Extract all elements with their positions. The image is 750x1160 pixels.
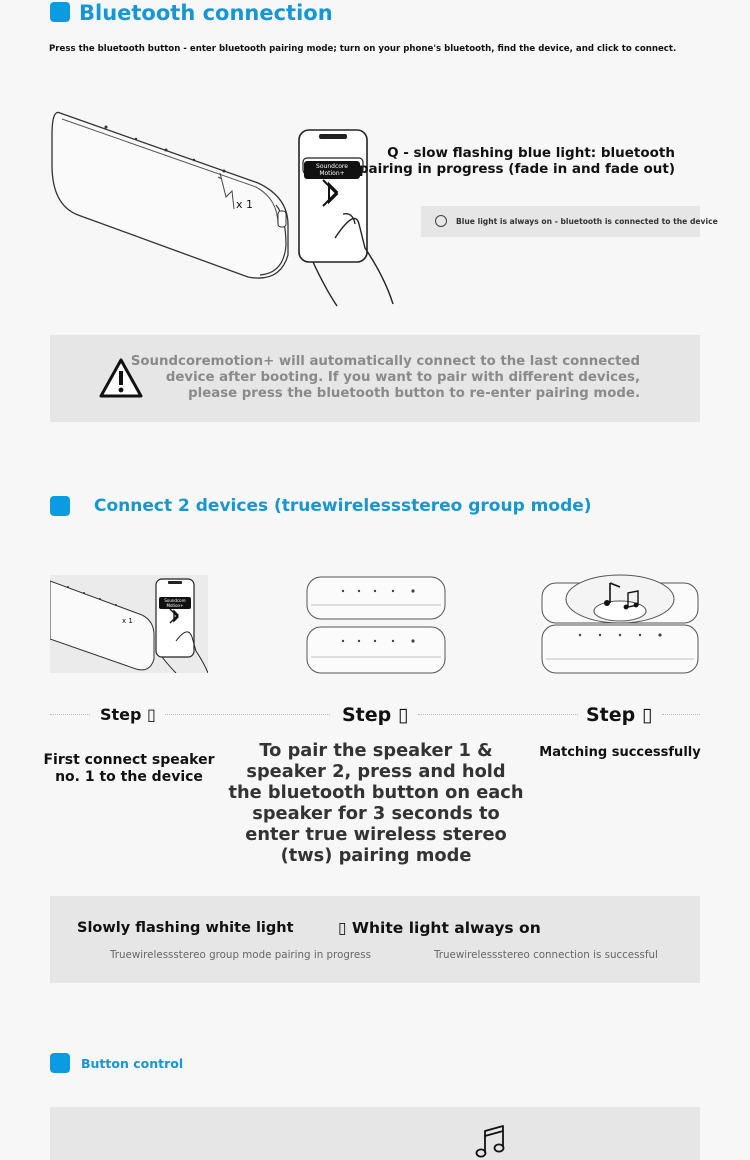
bluetooth-instruction: Press the bluetooth button - enter bluetooth pairing mode; turn on your phone's bluetooth, find the device, and click to connect. (49, 44, 677, 54)
step2-image (305, 575, 447, 675)
press-count: x 1 (122, 617, 133, 625)
section-marker (50, 1053, 70, 1073)
section-title-button: Button control (81, 1056, 184, 1071)
light-left-title: Slowly flashing white light (77, 920, 294, 936)
notice-line-2: device after booting. If you want to pair with different devices, (165, 370, 640, 385)
status-line-1: Q - slow flashing blue light: bluetooth (387, 145, 675, 161)
button-control-box (50, 1107, 700, 1160)
press-count: x 1 (236, 198, 254, 211)
step1-image (50, 575, 208, 673)
notice-box (50, 335, 700, 422)
light-right-title: ▯ White light always on (338, 919, 541, 937)
notice-line-3: please press the bluetooth button to re-enter pairing mode. (188, 386, 640, 401)
music-note-icon (474, 1123, 506, 1159)
phone-device-label: Soundcore Motion+ (304, 161, 360, 179)
notice-line-1: Soundcoremotion+ will automatically connect to the last connected (130, 354, 640, 369)
status-slow-flash (359, 145, 675, 177)
step-3-label: Step ▯ (586, 704, 653, 726)
tws-light-status-box (50, 896, 700, 983)
status-line-2: pairing in progress (fade in and fade out) (358, 161, 675, 177)
status-connected-box (421, 206, 718, 237)
step-1-text: First connect speaker no. 1 to the device (43, 752, 215, 785)
status-connected-text: Blue light is always on - bluetooth is connected to the device (456, 217, 718, 226)
step-2-label: Step ▯ (342, 704, 409, 726)
light-right-subtitle: Truewirelessstereo connection is successful (434, 949, 658, 961)
step-2-text: To pair the speaker 1 & speaker 2, press and hold the bluetooth button on each speaker for 3 seconds to enter true wireless stereo (tws) pairing mode (228, 740, 524, 866)
status-circle-icon (435, 215, 447, 227)
step-3-text: Matching successfully (539, 745, 701, 760)
section-marker (50, 2, 70, 22)
step-divider (165, 714, 330, 715)
step3-image (540, 573, 700, 675)
speaker-illustration (48, 105, 298, 285)
section-marker (50, 496, 70, 516)
step-divider (50, 714, 90, 715)
step-divider (662, 714, 700, 715)
section-title-bluetooth: Bluetooth connection (79, 1, 333, 25)
section-title-tws: Connect 2 devices (truewirelessstereo group mode) (94, 496, 592, 516)
phone-device-label: Soundcore Motion+ (159, 597, 191, 609)
notice-text (131, 354, 640, 402)
step-divider (418, 714, 578, 715)
light-left-subtitle: Truewirelessstereo group mode pairing in progress (110, 949, 371, 961)
step-1-label: Step ▯ (100, 705, 156, 724)
